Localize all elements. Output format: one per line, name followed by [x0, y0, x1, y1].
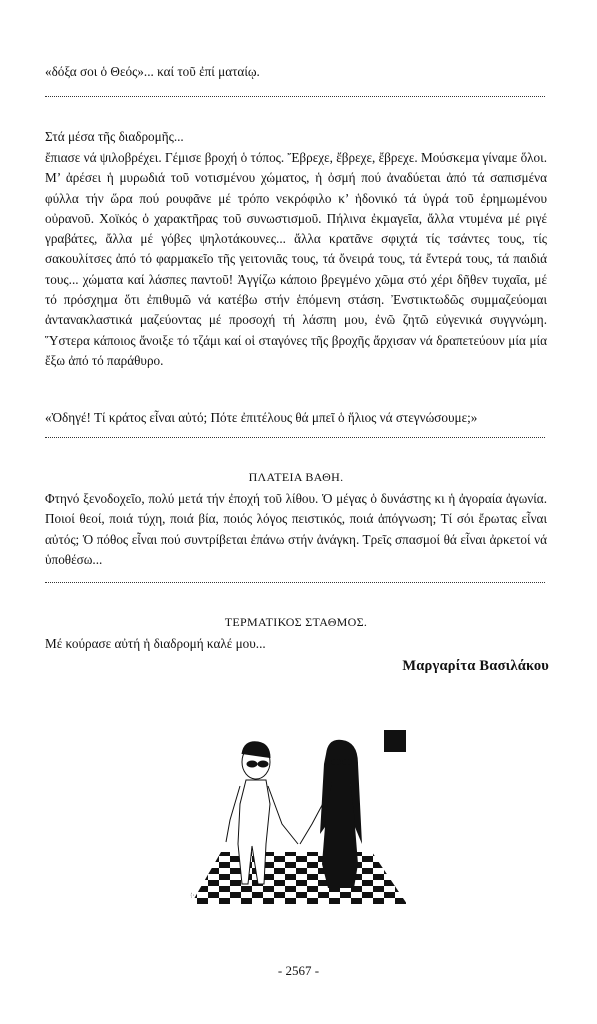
dotted-separator-2	[45, 437, 545, 438]
couple-illustration	[186, 724, 412, 908]
opening-line: «δόξα σοι ὁ Θεός»... καί τοῦ ἐπί ματαίῳ.	[45, 64, 260, 79]
body-paragraph-rain: ἔπιασε νά ψιλοβρέχει. Γέμισε βροχή ὁ τόπος. Ἔβρεχε, ἔβρεχε, ἔβρεχε. Μούσκεμα γίναμε ὅλοι. Μ’ ἀρέσει ἡ μυρωδιά τοῦ νοτισμένου χώματος, ἡ ὀσμή πού ἀναδύεται ἀπό τά σαπισμένα φύλλα τήν ὥρα πού ρουφᾶνε μέ τρόπο νεκρόφιλο κ’ ἡδονικό τά ὑγρά τοῦ ἐρημωμένου οὐρανοῦ. Χοϊκός ὁ χαρακτῆρας τοῦ συνωστισμοῦ. Πήλινα ἐκμαγεῖα, ἄλλα ντυμένα μέ ριγέ γραβάτες, ἄλλα μέ γόβες ψηλοτάκουνες... ἄλλα κρατᾶνε σφιχτά τίς τσάντες τους, τίς σακουλίτσες ἀπό τό φαρμακεῖο τῆς γειτονιᾶς τους, τά ὄνειρά τους, τά ἔντερά τους, τά παιδιά τους... χώματα καί λάσπες παντοῦ! Ἀγγίζω κάποιο βρεγμένο χῶμα στό χέρι δῆθεν τυχαῖα, μέ τό πρόσχημα ὅτι ἐπιθυμῶ νά κατέβω στήν ἑπόμενη στάση. Ἐνστικτωδῶς συμμαζεύομαι ἀντανακλαστικά μαζεύοντας μέ προσοχή τή λάσπη μου, ἐνῶ ζητῶ εὐγενικά συγγνώμη. Ὕστερα κάποιος ἄνοιξε τό τζάμι καί οἱ σταγόνες τῆς βροχῆς ἄρχισαν νά δραπετεύουν μία μία ἔξω ἀπό τό παράθυρο.	[45, 150, 547, 368]
author-signature: Μαργαρίτα Βασιλάκου	[402, 658, 549, 674]
svg-text:·:·: ·:·	[189, 892, 196, 898]
section-heading-terminal: ΤΕΡΜΑΤΙΚΟΣ ΣΤΑΘΜΟΣ.	[224, 615, 368, 629]
dotted-separator-1	[45, 96, 545, 97]
page-number: - 2567 -	[277, 963, 320, 978]
section-heading-plateia: ΠΛΑΤΕΙΑ ΒΑΘΗ.	[248, 470, 344, 484]
checkered-floor	[191, 852, 407, 904]
closing-line: Μέ κούρασε αὐτή ἡ διαδρομή καλέ μου...	[45, 636, 266, 651]
driver-quote: «Ὀδηγέ! Τί κράτος εἶναι αὐτό; Πότε ἐπιτέλους θά μπεῖ ὁ ἥλιος νά στεγνώσουμε;»	[45, 410, 478, 425]
dark-square-decoration	[384, 730, 406, 752]
section-intro: Στά μέσα τῆς διαδρομῆς...	[45, 129, 184, 144]
dotted-separator-3	[45, 582, 545, 583]
body-paragraph-hotel: Φτηνό ξενοδοχεῖο, πολύ μετά τήν ἐποχή τοῦ λίθου. Ὁ μέγας ὁ δυνάστης κι ἡ ἀγοραία ἀγωνία. Ποιοί θεοί, ποιά τύχη, ποιά βία, ποιός λόγος πειστικός, ποιά ἀπόγνωση; Τί σόι ἔρωτας εἶναι αὐτός; Ὁ πόθος εἶναι πού συντρίβεται ἐπάνω στήν ἀνάγκη. Τρεῖς σπασμοί θά εἶναι ἀρκετοί νά ὑποθέσω...	[45, 491, 547, 567]
